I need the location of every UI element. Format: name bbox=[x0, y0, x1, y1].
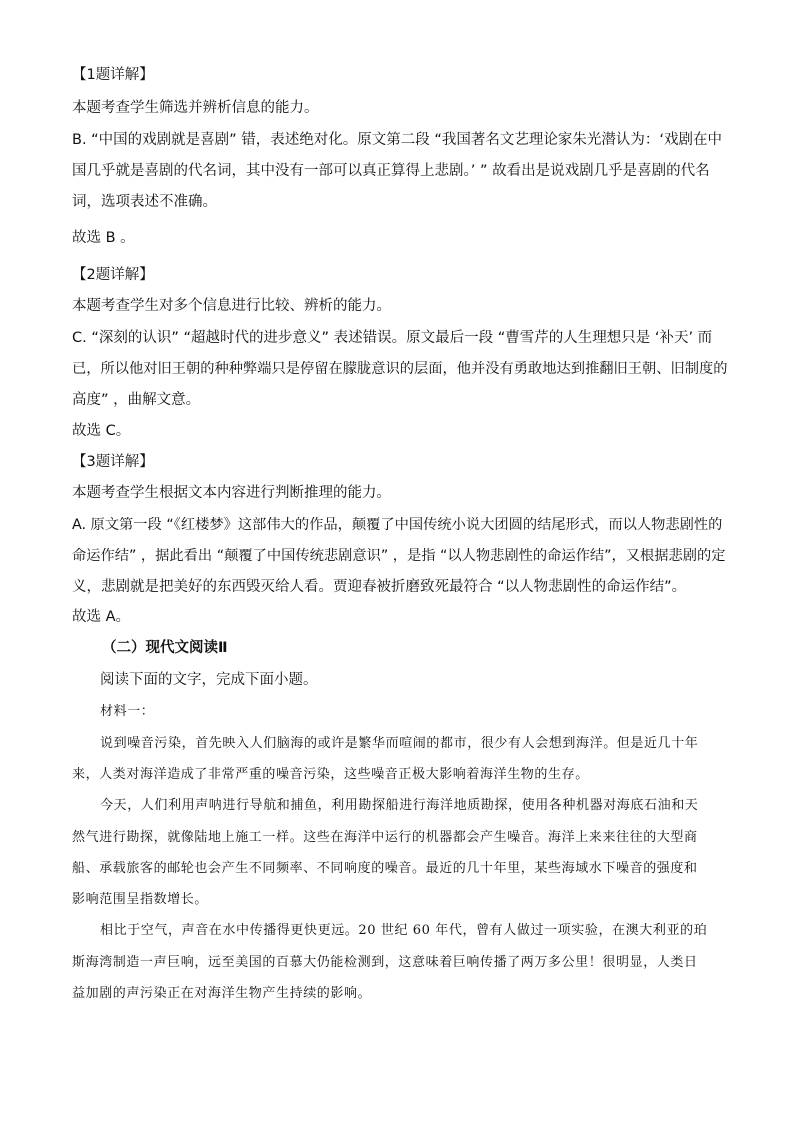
material-line: 斯海湾制造一声巨响，远至美国的百慕大仍能检测到，这意味着巨响传播了两万多公里！很明显，人类日 bbox=[72, 955, 698, 970]
q2-heading: 【2题详解】 bbox=[72, 267, 154, 283]
q1-analysis-line: 词，选项表述不准确。 bbox=[72, 194, 217, 210]
q3-answer: 故选 A。 bbox=[72, 609, 131, 625]
material-line: 今天，人们利用声呐进行导航和捕鱼，利用勘探船进行海洋地质勘探，使用各种机器对海底石油和天 bbox=[100, 798, 699, 813]
material-line: 相比于空气，声音在水中传播得更快更远。20 世纪 60 年代，曾有人做过一项实验，在澳大利亚的珀 bbox=[100, 923, 708, 938]
q2-answer: 故选 C。 bbox=[72, 423, 131, 439]
q2-analysis-line: C. “深刻的认识” “超越时代的进步意义” 表述错误。原文最后一段 “曹雪芹的人生理想只是 ‘补天’ 而 bbox=[72, 330, 713, 346]
q2-analysis-line: 已，所以他对旧王朝的种种弊端只是停留在朦胧意识的层面，他并没有勇敢地达到推翻旧王朝、旧制度的 bbox=[72, 361, 728, 377]
q3-intro: 本题考查学生根据文本内容进行判断推理的能力。 bbox=[72, 485, 391, 501]
section-instruction: 阅读下面的文字，完成下面小题。 bbox=[100, 672, 318, 688]
section-title: （二）现代文阅读Ⅱ bbox=[102, 640, 228, 656]
material-line: 影响范围呈指数增长。 bbox=[72, 892, 209, 907]
q1-intro: 本题考查学生筛选并辨析信息的能力。 bbox=[72, 100, 319, 116]
q2-intro: 本题考查学生对多个信息进行比较、辨析的能力。 bbox=[72, 298, 391, 314]
q3-analysis-line: A. 原文第一段 “《红楼梦》这部伟大的作品，颠覆了中国传统小说大团圆的结尾形式，而以人物悲剧性的 bbox=[72, 517, 723, 533]
q1-answer: 故选 B 。 bbox=[72, 230, 135, 246]
q3-heading: 【3题详解】 bbox=[72, 454, 154, 470]
q1-heading: 【1题详解】 bbox=[72, 67, 154, 83]
q3-analysis-line: 命运作结” ，据此看出 “颠覆了中国传统悲剧意识” ，是指 “以人物悲剧性的命运作结”，又根据悲剧的定 bbox=[72, 548, 726, 564]
q1-analysis-line: B. “中国的戏剧就是喜剧” 错，表述绝对化。原文第二段 “我国著名文艺理论家朱光潜认为：‘戏剧在中 bbox=[72, 132, 723, 148]
material-line: 益加剧的声污染正在对海洋生物产生持续的影响。 bbox=[72, 986, 372, 1001]
q2-analysis-line: 高度” ，曲解文意。 bbox=[72, 392, 201, 408]
material-line: 说到噪音污染，首先映入人们脑海的或许是繁华而喧闹的都市，很少有人会想到海洋。但是近几十年 bbox=[100, 736, 699, 751]
material-line: 船、承载旅客的邮轮也会产生不同频率、不同响度的噪音。最近的几十年里，某些海域水下噪音的强度和 bbox=[72, 861, 698, 876]
q1-analysis-line: 国几乎就是喜剧的代名词，其中没有一部可以真正算得上悲剧。’ ” 故看出是说戏剧几乎是喜剧的代名 bbox=[72, 163, 710, 179]
material-line: 来，人类对海洋造成了非常严重的噪音污染，这些噪音正极大影响着海洋生物的生存。 bbox=[72, 767, 589, 782]
material-label: 材料一： bbox=[100, 704, 155, 719]
q3-analysis-line: 义，悲剧就是把美好的东西毁灭给人看。贾迎春被折磨致死最符合 “以人物悲剧性的命运作结”。 bbox=[72, 579, 687, 595]
material-line: 然气进行勘探，就像陆地上施工一样。这些在海洋中运行的机器都会产生噪音。海洋上来来往往的大型商 bbox=[72, 830, 698, 845]
